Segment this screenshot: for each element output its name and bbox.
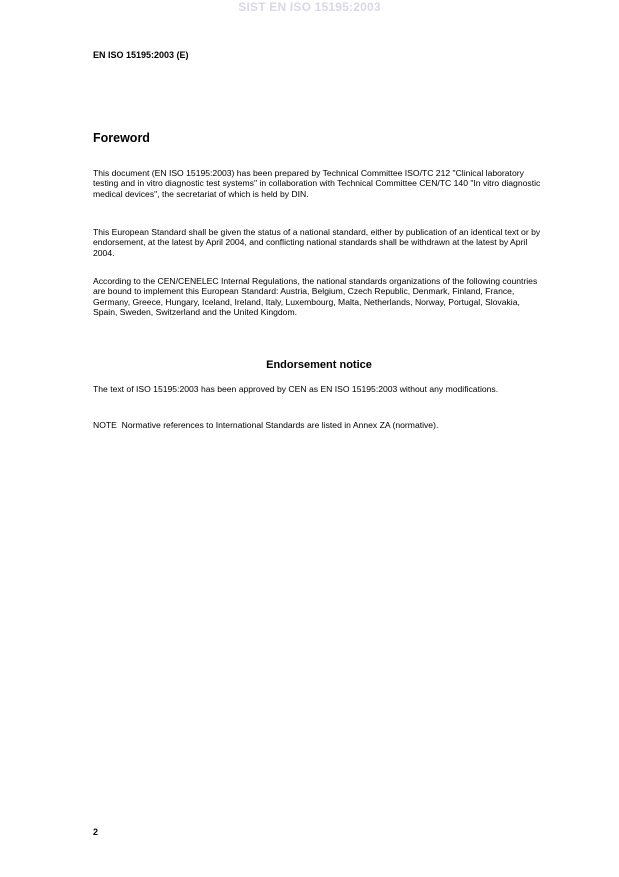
- foreword-heading: Foreword: [93, 131, 150, 145]
- watermark: SIST EN ISO 15195:2003: [238, 0, 381, 14]
- endorsement-text: The text of ISO 15195:2003 has been approved by CEN as EN ISO 15195:2003 without any modifications.: [93, 384, 499, 394]
- foreword-paragraph-3: According to the CEN/CENELEC Internal Regulations, the national standards organizations of the following countries are bound to implement this European Standard: Austria, Belgium, Czech Republic, Denmark, Finland, France, Germany, Greece, Hungary, Iceland, Ireland, Italy, Luxembourg, Malta, Netherlands, Norway, Portugal, Slovakia, Spain, Sweden, Switzerland and the United Kingdom.: [93, 276, 538, 318]
- document-header: EN ISO 15195:2003 (E): [93, 50, 189, 60]
- page-number: 2: [93, 827, 99, 837]
- foreword-paragraph-1: This document (EN ISO 15195:2003) has been prepared by Technical Committee ISO/TC 212 "Clinical laboratory testing and in vitro diagnostic test systems" in collaboration with Technical Committee CEN/TC 140 "In vitro diagnostic medical devices", the secretariat of which is held by DIN.: [93, 168, 541, 199]
- normative-note: NOTE Normative references to International Standards are listed in Annex ZA (normative).: [93, 420, 439, 430]
- endorsement-heading: Endorsement notice: [266, 359, 372, 371]
- foreword-paragraph-2: This European Standard shall be given the status of a national standard, either by publication of an identical text or by endorsement, at the latest by April 2004, and conflicting national standards shall be withdrawn at the latest by April 2004.: [93, 227, 541, 258]
